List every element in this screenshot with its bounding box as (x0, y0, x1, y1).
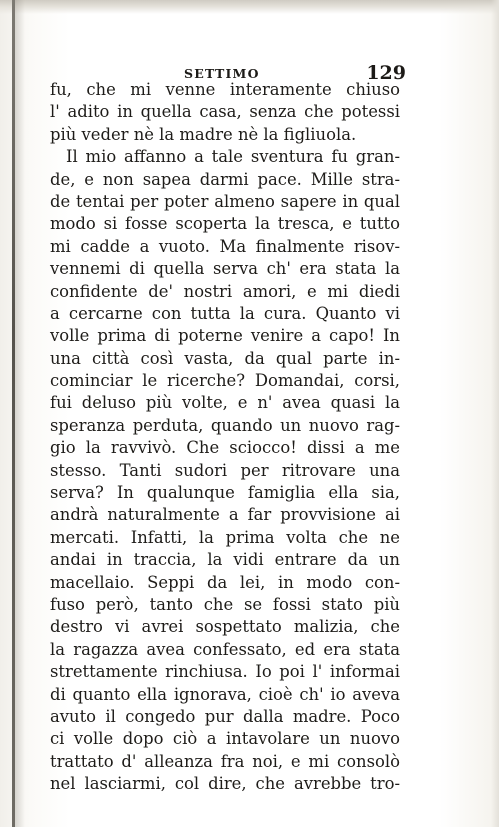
text-line: vennemi di quella serva ch' era stata la (50, 259, 400, 279)
text-line: volle prima di poterne venire a capo! In (50, 326, 400, 346)
text-line: fui deluso più volte, e n' avea quasi la (50, 393, 400, 413)
text-line: avuto il congedo pur dalla madre. Poco (50, 706, 400, 726)
text-line: serva? In qualunque famiglia ella sia, (50, 483, 400, 503)
body-text (50, 79, 400, 796)
text-line: andai in traccia, la vidi entrare da un (50, 550, 400, 570)
text-line: gio la ravvivò. Che sciocco! dissi a me (50, 438, 400, 458)
text-line: destro vi avrei sospettato malizia, che (50, 617, 400, 637)
text-line: mercati. Infatti, la prima volta che ne (50, 527, 400, 547)
text-line: ci volle dopo ciò a intavolare un nuovo (50, 729, 400, 749)
text-line: l' adito in quella casa, senza che potessi (50, 102, 400, 122)
text-line: nel lasciarmi, col dire, che avrebbe tro- (50, 774, 400, 794)
page-right-edge (491, 0, 499, 827)
text-line: Il mio affanno a tale sventura fu gran- (66, 147, 400, 167)
text-line: de tentai per poter almeno sapere in qual (50, 191, 400, 211)
text-line: andrà naturalmente a far provvisione ai (50, 505, 400, 525)
text-line: la ragazza avea confessato, ed era stata (50, 639, 400, 659)
text-line: fuso però, tanto che se fossi stato più (50, 594, 400, 614)
text-line: strettamente rinchiusa. Io poi l' informai (50, 662, 400, 682)
text-line: mi cadde a vuoto. Ma finalmente risov- (50, 236, 400, 256)
text-line: trattato d' alleanza fra noi, e mi consolò (50, 751, 400, 771)
page-number: 129 (366, 62, 406, 84)
binding-shadow (15, 0, 25, 827)
text-line: macellaio. Seppi da lei, in modo con- (50, 572, 400, 592)
text-line: modo si fosse scoperta la tresca, e tutto (50, 214, 400, 234)
text-line: cominciar le ricerche? Domandai, corsi, (50, 371, 400, 391)
text-line: una città così vasta, da qual parte in- (50, 348, 400, 368)
text-line: di quanto ella ignorava, cioè ch' io aveva (50, 684, 400, 704)
text-line: stesso. Tanti sudori per ritrovare una (50, 460, 400, 480)
text-line: speranza perduta, quando un nuovo rag- (50, 415, 400, 435)
text-line: a cercarne con tutta la cura. Quanto vi (50, 303, 400, 323)
text-line: fu, che mi venne interamente chiuso (50, 80, 400, 99)
text-line: de, e non sapea darmi pace. Mille stra- (50, 169, 400, 189)
running-head: SETTIMO (184, 66, 260, 81)
text-line: più veder nè la madre nè la figliuola. (50, 124, 357, 144)
page-top-edge (0, 0, 499, 14)
text-line: confidente de' nostri amori, e mi diedi (50, 281, 400, 301)
